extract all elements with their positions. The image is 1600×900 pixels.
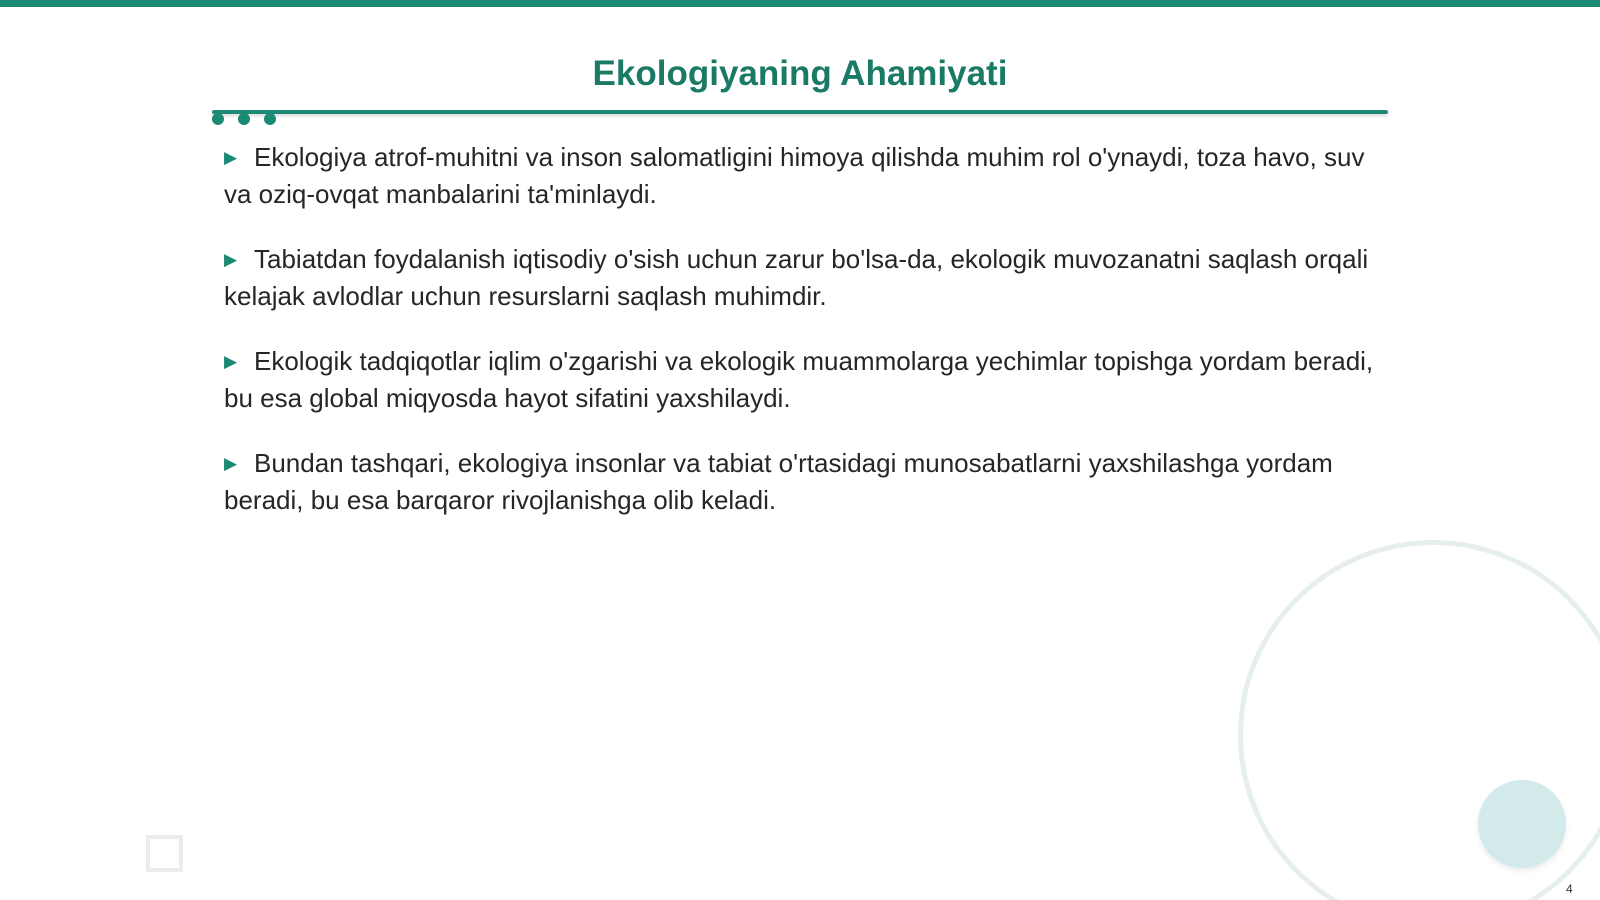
page-number: 4 — [1566, 882, 1573, 896]
slide-title: Ekologiyaning Ahamiyati — [592, 54, 1008, 93]
bullet-text: Bundan tashqari, ekologiya insonlar va tabiat o'rtasidagi munosabatlarni yaxshilashga yordam beradi, bu esa barqaror rivojlanishga olib keladi. — [224, 448, 1333, 515]
bullet-item — [224, 343, 1374, 416]
triangle-right-icon: ▶ — [224, 454, 238, 473]
bullet-text: Ekologik tadqiqotlar iqlim o'zgarishi va ekologik muammolarga yechimlar topishga yordam beradi, bu esa global miqyosda hayot sifatini yaxshilaydi. — [224, 346, 1374, 413]
dot-2 — [238, 113, 250, 125]
decorative-dots — [212, 113, 276, 125]
decorative-square — [146, 835, 183, 872]
top-accent-bar — [0, 0, 1600, 7]
dot-1 — [212, 113, 224, 125]
bullet-text: Ekologiya atrof-muhitni va inson salomatligini himoya qilishda muhim rol o'ynaydi, toza havo, suv va oziq-ovqat manbalarini ta'minlaydi. — [224, 142, 1365, 209]
bullet-item — [224, 445, 1374, 518]
triangle-right-icon: ▶ — [224, 250, 238, 269]
dot-3 — [264, 113, 276, 125]
bullet-text: Tabiatdan foydalanish iqtisodiy o'sish uchun zarur bo'lsa-da, ekologik muvozanatni saqlash orqali kelajak avlodlar uchun resurslarni saqlash muhimdir. — [224, 244, 1369, 311]
triangle-right-icon: ▶ — [224, 148, 238, 167]
triangle-right-icon: ▶ — [224, 352, 238, 371]
decorative-bubble — [1478, 780, 1566, 868]
bullet-item — [224, 139, 1374, 212]
title-underline — [212, 110, 1388, 114]
bullet-list — [224, 139, 1374, 547]
bullet-item — [224, 241, 1374, 314]
